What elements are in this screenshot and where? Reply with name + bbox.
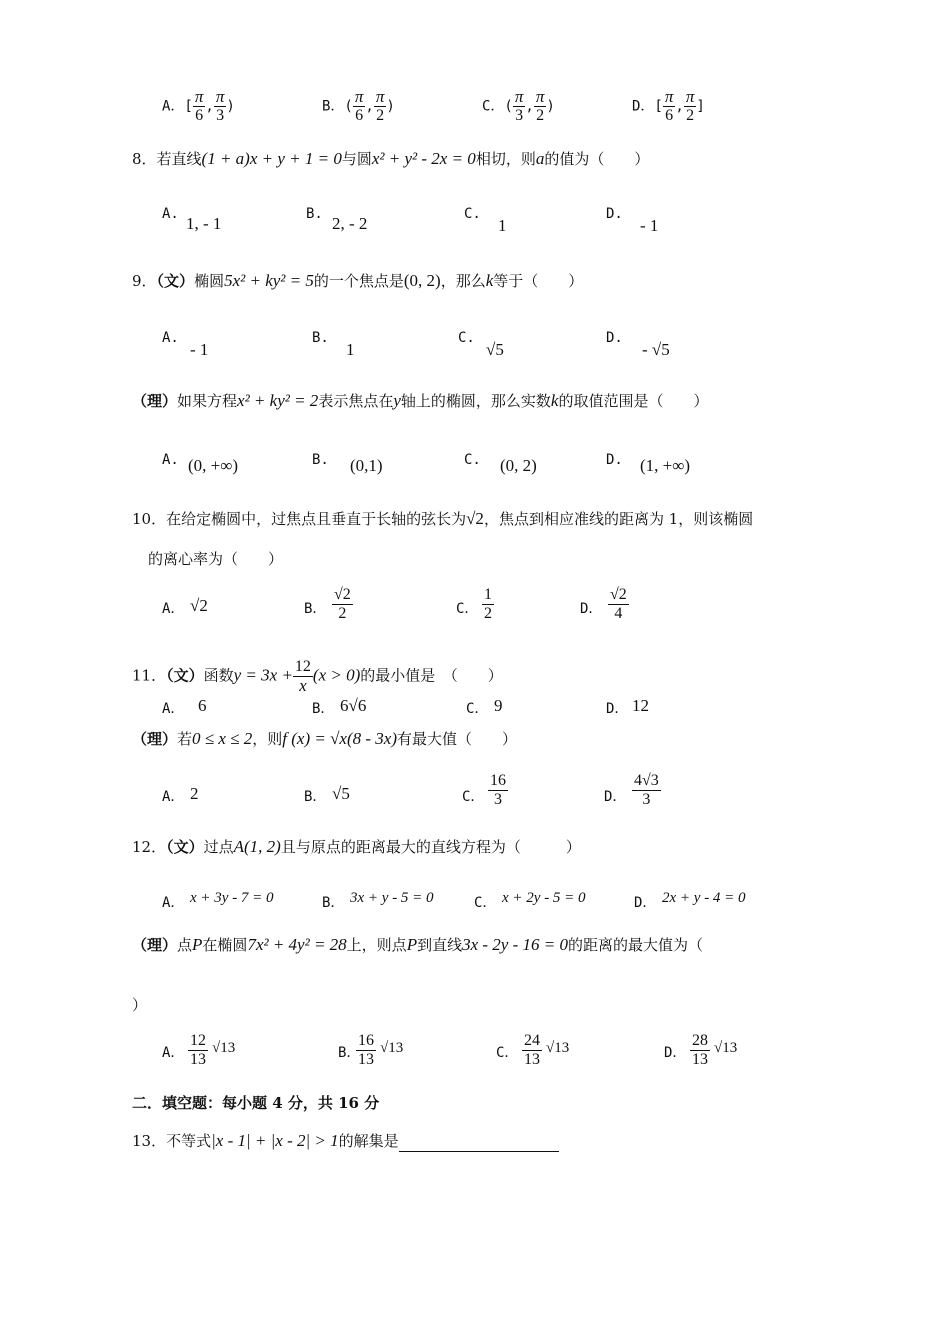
stem-text: 且与原点的距离最大的直线方程为（ ） [280,838,581,856]
q12-wen-stem [132,836,581,858]
stem-text: 的解集是 [338,1132,399,1150]
option-label-b: B． [312,701,335,717]
option-value-a: x + 3y - 7 = 0 [190,890,274,906]
variable: y [393,391,401,410]
denominator: 6 [195,107,204,124]
tag-wen: （文） [166,666,204,685]
denominator: 13 [358,1051,374,1068]
option-label-a: A． [162,895,185,911]
fraction [684,88,697,125]
denominator: 2 [686,107,695,124]
option-label-a: A. [162,330,179,346]
fraction [663,88,676,125]
option-value-b [332,586,353,623]
equation: x² + ky² = 2 [237,391,319,410]
option-label-a: A． [162,701,185,717]
denominator: 3 [642,791,651,808]
q12-li-stem-close [132,994,147,1016]
option-value-d: - 1 [640,216,659,235]
option-label-d: D． [604,789,627,805]
tag-wen: （文） [156,272,195,290]
point-p: P [192,935,203,954]
option-value-c: 9 [494,696,503,715]
stem-text: 等于（ ） [493,272,584,290]
option-value-a: - 1 [190,340,209,359]
option-value-b: (0,1) [350,456,383,475]
stem-text: 的取值范围是（ ） [558,392,709,410]
option-label-b: B． [322,895,345,911]
denominator: 13 [692,1051,708,1068]
fraction [193,88,206,125]
tag-li: （理） [132,392,178,410]
option-value-a: 1, - 1 [186,214,222,233]
numerator: π [354,87,364,106]
option-label-b: B． [338,1045,361,1061]
answer-blank[interactable] [399,1135,559,1152]
option-label-d: D． [664,1045,687,1061]
stem-text: 到直线 [417,936,463,954]
option-label-b: B. [312,452,329,468]
option-label: B．( [322,98,353,115]
variable: a [535,149,545,168]
ellipse-equation: 5x² + ky² = 5 [224,271,314,290]
fraction [188,1032,208,1069]
bracket: ) [546,98,555,115]
stem-text: 的离心率为（ ） [148,550,284,568]
denominator: 13 [190,1051,206,1068]
question-number: 12． [132,838,167,856]
numerator: 28 [692,1032,708,1049]
option-label-c: C. [458,330,475,346]
point-p: P [406,935,418,954]
numerator: √2 [610,586,627,603]
q9-wen-stem [132,270,583,292]
q9-li-stem [132,390,708,412]
option-label: D．[ [632,98,663,115]
separator: , [205,98,214,115]
denominator: 13 [524,1051,540,1068]
numerator: 12 [190,1032,206,1049]
inequality: |x - 1| + |x - 2| > 1 [211,1131,339,1150]
stem-text: 如果方程 [177,392,238,410]
q7-option-c [482,88,555,125]
option-value-c: √5 [486,340,504,359]
option-label-c: C． [496,1045,519,1061]
stem-text: ，焦点到相应准线的距离为 1，则该椭圆 [483,510,754,528]
q8-stem [132,148,649,170]
option-label-b: B． [304,601,327,617]
numerator: 1 [484,586,492,603]
stem-text: 的最小值是 （ ） [360,666,503,685]
option-value-b: 1 [346,340,355,359]
option-value-b: 3x + y - 5 = 0 [350,890,434,906]
fraction [356,1032,376,1069]
option-value-a: (0, +∞) [188,456,239,475]
bracket: ) [226,98,235,115]
numerator: π [685,87,695,106]
variable: k [550,391,559,410]
stem-text: 10．在给定椭圆中，过焦点且垂直于长轴的弦长为 [132,510,467,528]
question-number: 13．不等式 [132,1132,212,1150]
stem-text: 相切，则 [475,150,536,168]
q11-wen-stem [132,658,503,695]
separator: , [675,98,684,115]
numerator: √2 [334,586,351,603]
stem-text: 上，则点 [346,936,407,954]
stem-text: 的距离的最大值为（ [567,936,703,954]
option-label-d: D． [580,601,603,617]
stem-text: 椭圆 [194,272,225,290]
fraction [374,88,387,125]
bracket: ) [386,98,395,115]
denominator: 3 [494,791,502,808]
line-equation: (1 + a)x + y + 1 = 0 [201,149,342,168]
numerator: π [535,87,545,106]
question-number: 11． [132,666,167,685]
option-label-c: C. [464,452,481,468]
function-expression: y = 3x + [233,665,293,685]
option-label-d: D. [606,452,623,468]
option-value-c: 1 [498,216,507,235]
numerator: π [215,87,225,106]
option-label-d: D． [634,895,657,911]
stem-text: 在椭圆 [202,936,248,954]
denominator: 3 [515,107,524,124]
option-value-c: x + 2y - 5 = 0 [502,890,586,906]
radical: √13 [546,1040,570,1056]
tag-li: （理） [132,936,178,954]
option-value-b: 2, - 2 [332,214,368,233]
numerator: 24 [524,1032,540,1049]
denominator: 2 [376,107,385,124]
point-a: A(1, 2) [233,837,281,856]
stem-text: ） [132,996,148,1014]
option-value-b: 6√6 [340,696,367,715]
option-value-c: (0, 2) [500,456,537,475]
option-value-a: 2 [190,784,199,803]
stem-text: 若 [177,730,193,748]
domain-condition: (x > 0) [312,665,361,685]
stem-text: 点 [177,936,193,954]
option-label-a: A． [162,1045,185,1061]
stem-text: ，则 [252,730,283,748]
fraction [353,88,366,125]
option-label-d: D． [606,701,629,717]
circle-equation: x² + y² - 2x = 0 [371,149,476,168]
q7-option-a [162,88,235,125]
fraction [214,88,227,125]
stem-text: 过点 [203,838,234,856]
denominator: 6 [355,107,364,124]
fraction [522,1032,542,1069]
question-number: 9． [132,272,157,290]
stem-text: ，那么 [440,272,486,290]
radical: √13 [380,1040,404,1056]
option-label-a: A． [162,789,185,805]
fraction [513,88,526,125]
line-equation: 3x - 2y - 16 = 0 [462,935,568,954]
fraction [534,88,547,125]
option-value-d: (1, +∞) [640,456,691,475]
q10-stem-line1 [132,508,753,530]
option-label-c: C． [474,895,497,911]
stem-text: 的值为（ ） [544,150,650,168]
tag-li: （理） [132,730,178,748]
ellipse-equation: 7x² + 4y² = 28 [247,935,347,954]
denominator: 6 [665,107,674,124]
option-value-b: √5 [332,784,350,803]
option-label-c: C． [456,601,479,617]
stem-text: 的一个焦点是 [313,272,404,290]
denominator: 3 [216,107,225,124]
numerator: 16 [490,772,506,789]
separator: , [525,98,534,115]
option-label-a: A. [162,452,179,468]
option-value-c [482,586,494,623]
focus-point: (0, 2) [403,271,441,290]
numerator: 12 [294,658,311,675]
q7-option-d [632,88,705,125]
option-label-a: A. [162,206,179,222]
q12-li-stem [132,934,703,956]
option-label: C．( [482,98,513,115]
option-label: A．[ [162,98,193,115]
option-label-b: B． [304,789,327,805]
option-label-a: A． [162,601,185,617]
separator: , [365,98,374,115]
option-label-b: B. [312,330,329,346]
q10-stem-line2 [148,548,283,570]
numerator: 16 [358,1032,374,1049]
denominator: x [299,676,307,695]
option-label-d: D. [606,330,623,346]
numerator: π [375,87,385,106]
option-label-d: D. [606,206,623,222]
numerator: 4√3 [634,772,659,789]
function-expression: f (x) = √x(8 - 3x) [282,729,397,748]
numerator: π [194,87,204,106]
option-label-c: C. [464,206,481,222]
option-value-d [632,772,661,809]
denominator: 2 [484,605,492,622]
option-value-d: 2x + y - 4 = 0 [662,890,746,906]
option-value-a: 6 [198,696,207,715]
option-label-c: C． [462,789,485,805]
option-value-c [488,772,508,809]
radical: √13 [714,1040,738,1056]
chord-length: √2 [466,509,484,528]
denominator: 2 [536,107,545,124]
stem-text: 有最大值（ ） [396,730,517,748]
condition: 0 ≤ x ≤ 2 [192,729,253,748]
q13-stem [132,1130,559,1152]
denominator: 2 [338,605,347,622]
option-label-b: B. [306,206,323,222]
stem-text: 函数 [203,666,234,685]
stem-text: 轴上的椭圆，那么实数 [400,392,551,410]
option-value-d: - √5 [642,340,670,359]
numerator: π [664,87,674,106]
bracket: ] [696,98,705,115]
question-number: 8．若直线 [132,150,202,168]
tag-wen: （文） [166,838,204,856]
option-label-c: C． [466,701,489,717]
section-heading: 二．填空题：每小题 4 分，共 16 分 [132,1094,380,1112]
option-value-d: 12 [632,696,649,715]
option-value-d [608,586,629,623]
numerator: π [514,87,524,106]
stem-text: 表示焦点在 [318,392,394,410]
denominator: 4 [614,605,623,622]
q7-option-b [322,88,395,125]
stem-text: 与圆 [341,150,372,168]
fraction [690,1032,710,1069]
variable: k [485,271,494,290]
fraction [293,658,313,695]
q11-li-stem [132,728,517,750]
option-value-a: √2 [190,596,208,615]
radical: √13 [212,1040,236,1056]
